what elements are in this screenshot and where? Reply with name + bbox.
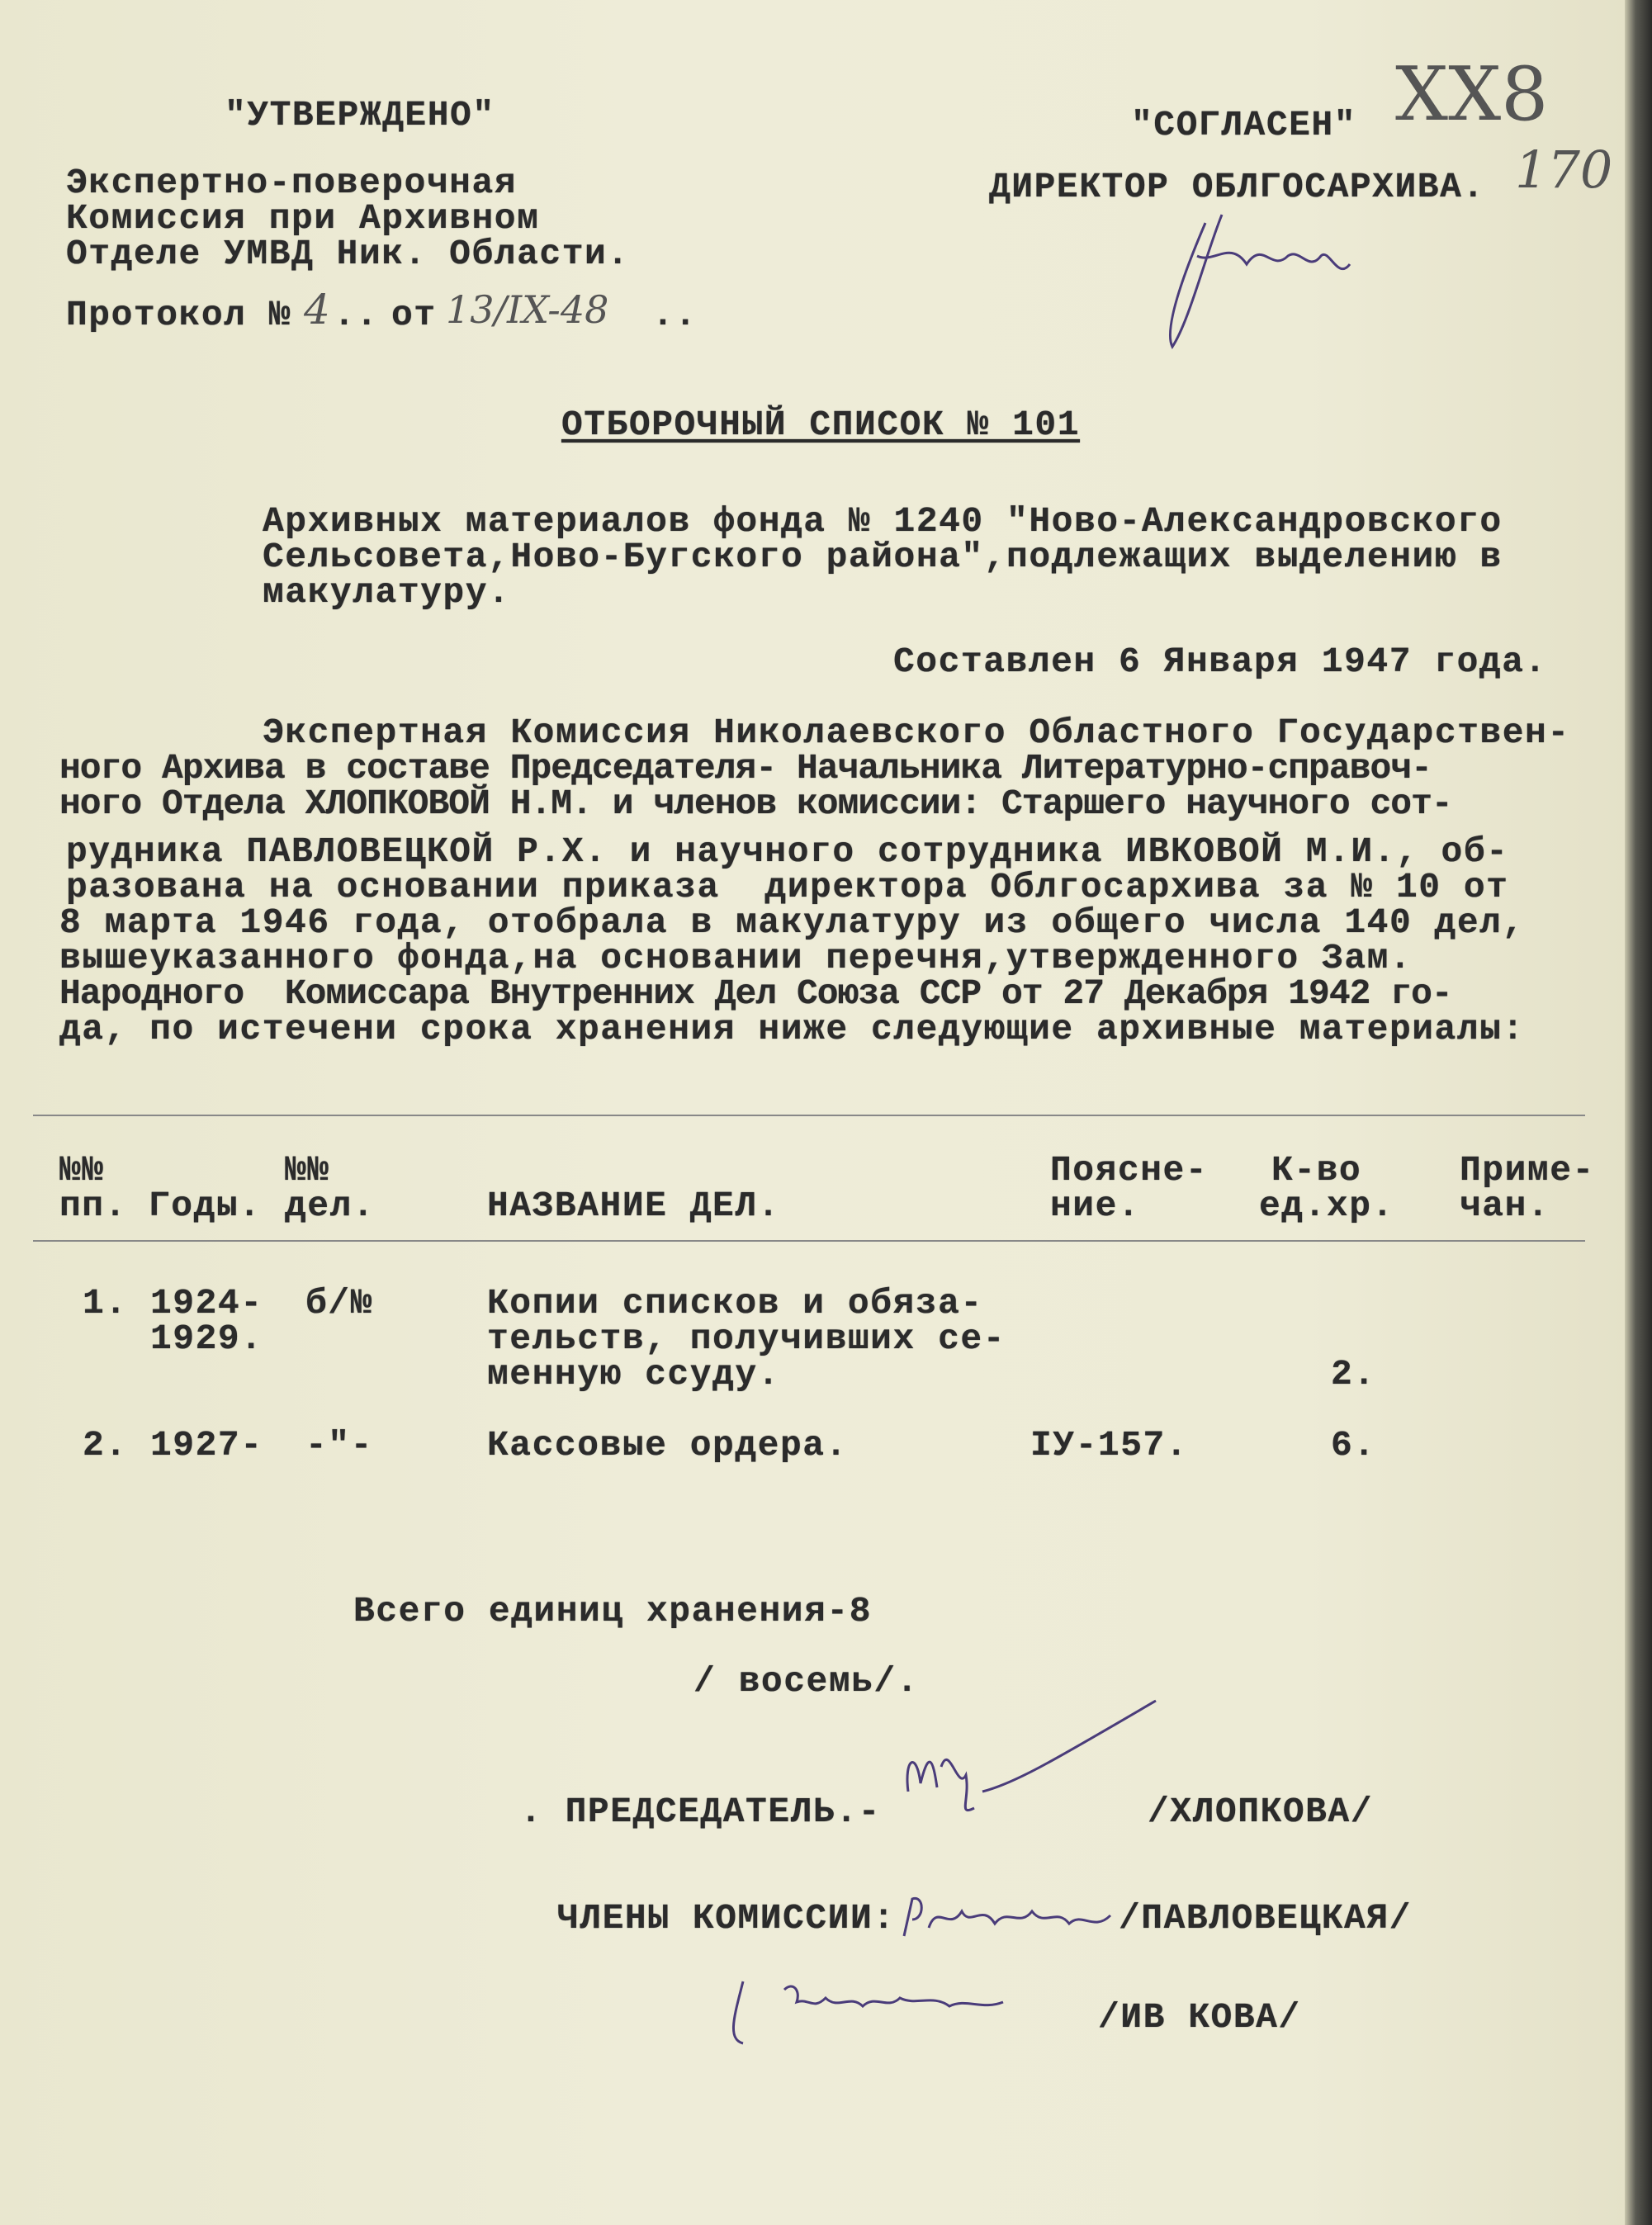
header-note-1: Поясне- bbox=[1050, 1150, 1209, 1191]
protocol-date-dots: .. bbox=[652, 295, 698, 335]
member1-signature bbox=[900, 1887, 1115, 1953]
handwritten-annotation-xx8: ХХ8 bbox=[1395, 51, 1549, 138]
agreed-heading: "СОГЛАСЕН" bbox=[1131, 105, 1357, 145]
body-line-7: вышеуказанного фонда,на основании перечня,утвержденного Зам. bbox=[59, 938, 1413, 978]
body-line-1: Экспертная Комиссия Николаевского Областного Государствен- bbox=[263, 712, 1570, 753]
body-line-3: ного Отдела ХЛОПКОВОЙ Н.М. и членов комиссии: Старшего научного сот- bbox=[59, 783, 1452, 824]
row-count: 2. bbox=[1331, 1354, 1376, 1394]
chairman-label: . ПРЕДСЕДАТЕЛЬ.- bbox=[520, 1792, 881, 1832]
body-line-6: 8 марта 1946 года, отобрала в макулатуру из общего числа 140 дел, bbox=[59, 902, 1525, 943]
row-case-no: б/№ bbox=[305, 1283, 373, 1323]
row-count: 6. bbox=[1331, 1425, 1376, 1465]
table-header-rule bbox=[33, 1240, 1585, 1242]
row-name-2: тельств, получивших се- bbox=[487, 1318, 1006, 1359]
row-name-1: Кассовые ордера. bbox=[487, 1425, 848, 1465]
header-case-no-2: дел. bbox=[285, 1186, 376, 1226]
row-years-2: 1929. bbox=[150, 1318, 263, 1359]
header-count-2: ед.хр. bbox=[1259, 1186, 1394, 1226]
subject-line-3: макулатуру. bbox=[263, 572, 511, 613]
protocol-dots: .. bbox=[334, 295, 379, 335]
body-line-5: разована на основании приказа директора Облгосархива за № 10 от bbox=[66, 867, 1509, 907]
director-title: ДИРЕКТОР ОБЛГОСАРХИВА. bbox=[989, 167, 1485, 207]
protocol-date-handwritten: 13/IX-48 bbox=[446, 287, 609, 332]
member2-signature bbox=[718, 1965, 1048, 2056]
chairman-signature bbox=[892, 1692, 1172, 1858]
protocol-number-handwritten: 4 bbox=[304, 286, 330, 334]
table-top-rule bbox=[33, 1115, 1585, 1116]
director-signature bbox=[1148, 206, 1395, 355]
header-note-2: ние. bbox=[1050, 1186, 1141, 1226]
header-remark-1: Приме- bbox=[1460, 1150, 1595, 1191]
handwritten-annotation-170: 170 bbox=[1515, 140, 1613, 200]
total-units: Всего единиц хранения-8 bbox=[353, 1591, 872, 1631]
member1-name: /ПАВЛОВЕЦКАЯ/ bbox=[1119, 1898, 1412, 1939]
row-case-no: -"- bbox=[305, 1425, 373, 1465]
header-count-1: К-во bbox=[1271, 1150, 1362, 1191]
row-name-1: Копии списков и обяза- bbox=[487, 1283, 983, 1323]
subject-line-2: Сельсовета,Ново-Бугского района",подлежащих выделению в bbox=[263, 537, 1503, 577]
page-edge-shadow bbox=[1625, 0, 1652, 2225]
header-years: Годы. bbox=[149, 1186, 262, 1226]
protocol-from: от bbox=[391, 295, 437, 335]
body-line-9: да, по истечени срока хранения ниже следующие архивные материалы: bbox=[59, 1009, 1525, 1049]
row-years-1: 1927- bbox=[150, 1425, 263, 1465]
commission-line-3: Отделе УМВД Ник. Области. bbox=[66, 234, 630, 274]
protocol-label: Протокол № bbox=[66, 295, 292, 335]
member2-name: /ИВ КОВА/ bbox=[1098, 1997, 1301, 2038]
row-note: IУ-157. bbox=[1030, 1425, 1189, 1465]
document-title: ОТБОРОЧНЫЙ СПИСОК № 101 bbox=[561, 405, 1080, 445]
total-units-words: / восемь/. bbox=[693, 1661, 920, 1702]
subject-line-1: Архивных материалов фонда № 1240 "Ново-Александровского bbox=[263, 501, 1503, 542]
header-name: НАЗВАНИЕ ДЕЛ. bbox=[487, 1186, 780, 1226]
body-line-2: ного Архива в составе Председателя- Начальника Литературно-справоч- bbox=[59, 748, 1432, 788]
compiled-date: Составлен 6 Января 1947 года. bbox=[893, 641, 1547, 682]
header-num-2: пп. bbox=[59, 1186, 127, 1226]
row-years-1: 1924- bbox=[150, 1283, 263, 1323]
chairman-name: /ХЛОПКОВА/ bbox=[1148, 1792, 1374, 1832]
approved-heading: "УТВЕРЖДЕНО" bbox=[225, 95, 495, 135]
row-num: 1. bbox=[83, 1283, 128, 1323]
body-line-8: Народного Комиссара Внутренних Дел Союза ССР от 27 Декабря 1942 го- bbox=[59, 973, 1452, 1014]
header-num-1: №№ bbox=[59, 1150, 105, 1191]
commission-line-1: Экспертно-поверочная bbox=[66, 163, 518, 203]
row-name-3: менную ссуду. bbox=[487, 1354, 780, 1394]
row-num: 2. bbox=[83, 1425, 128, 1465]
header-remark-2: чан. bbox=[1460, 1186, 1550, 1226]
body-line-4: рудника ПАВЛОВЕЦКОЙ Р.Х. и научного сотрудника ИВКОВОЙ М.И., об- bbox=[66, 831, 1509, 872]
commission-line-2: Комиссия при Архивном bbox=[66, 198, 540, 239]
header-case-no-1: №№ bbox=[285, 1150, 330, 1191]
members-label: ЧЛЕНЫ КОМИССИИ: bbox=[557, 1898, 896, 1939]
